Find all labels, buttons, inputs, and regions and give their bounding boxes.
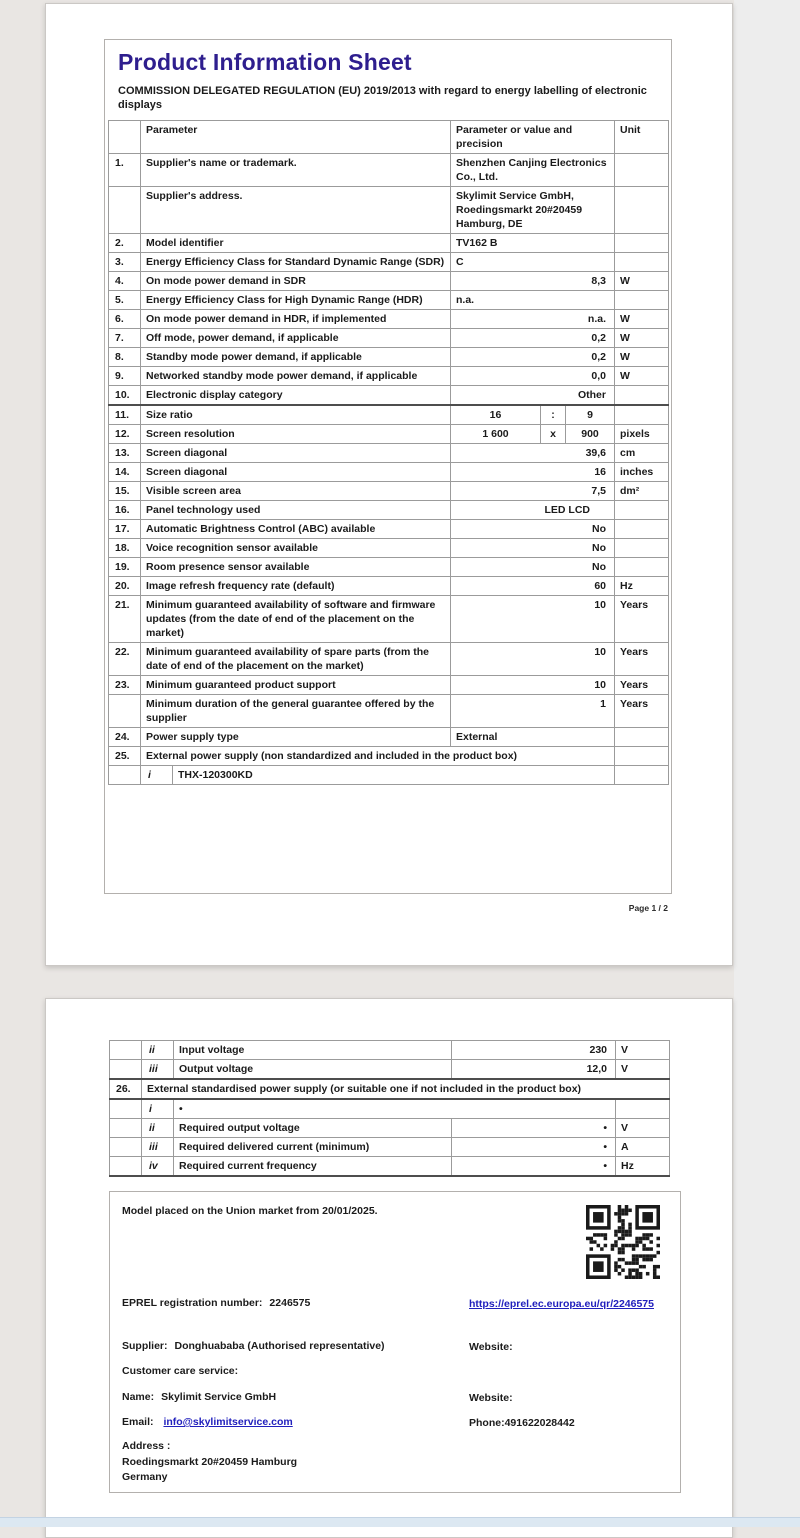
website-label-1: Website: xyxy=(469,1341,513,1353)
cell-roman-index: i xyxy=(142,1099,174,1119)
cell-parameter: Minimum guaranteed availability of software and firmware updates (from the date of end of the placement on the market) xyxy=(141,596,451,643)
horizontal-scrollbar[interactable] xyxy=(0,1517,800,1527)
cell-row-number: 7. xyxy=(109,329,141,348)
cell-value: • xyxy=(452,1119,616,1138)
cell-parameter: Automatic Brightness Control (ABC) available xyxy=(141,520,451,539)
cell-value: 0,2 xyxy=(451,348,615,367)
table-row xyxy=(110,1079,670,1099)
cell-parameter: Voice recognition sensor available xyxy=(141,539,451,558)
cell-value-a: 1 600 xyxy=(451,425,541,444)
cell-value: No xyxy=(451,520,615,539)
cell-parameter: Supplier's address. xyxy=(141,187,451,234)
cell-value: • xyxy=(452,1138,616,1157)
table-row xyxy=(110,1157,670,1177)
cell-unit: Years xyxy=(615,676,669,695)
header-value: Parameter or value and precision xyxy=(451,121,615,154)
cell-parameter: Networked standby mode power demand, if applicable xyxy=(141,367,451,386)
cell-unit xyxy=(615,154,669,187)
cell-parameter: Screen diagonal xyxy=(141,444,451,463)
cell-value: 10 xyxy=(451,643,615,676)
email-label: Email: xyxy=(122,1416,154,1428)
cell-row-number: 16. xyxy=(109,501,141,520)
canvas-right-margin xyxy=(734,0,800,1527)
cell-unit xyxy=(615,501,669,520)
cell-row-number xyxy=(109,695,141,728)
cell-parameter: Output voltage xyxy=(174,1060,452,1080)
cell-parameter: Standby mode power demand, if applicable xyxy=(141,348,451,367)
document-page-2 xyxy=(45,998,733,1538)
cell-parameter: • xyxy=(174,1099,616,1119)
table-row xyxy=(109,676,669,695)
cell-row-number: 26. xyxy=(110,1079,142,1099)
table-row xyxy=(109,520,669,539)
cell-row-number: 4. xyxy=(109,272,141,291)
parameters-table-continued xyxy=(109,1040,670,1177)
eprel-link-wrap xyxy=(469,1296,674,1312)
cell-roman-index: iv xyxy=(142,1157,174,1177)
cell-row-number: 15. xyxy=(109,482,141,501)
name-label: Name: xyxy=(122,1391,155,1403)
cell-unit: Years xyxy=(615,596,669,643)
cell-parameter: Screen diagonal xyxy=(141,463,451,482)
address-line: Roedingsmarkt 20#20459 Hamburg xyxy=(122,1455,298,1468)
cell-parameter: THX-120300KD xyxy=(173,766,615,785)
cell-value: 39,6 xyxy=(451,444,615,463)
cell-value: 10 xyxy=(451,596,615,643)
table-header-row xyxy=(109,121,669,154)
cell-row-number: 12. xyxy=(109,425,141,444)
cell-row-number xyxy=(110,1099,142,1119)
cell-value: 12,0 xyxy=(452,1060,616,1080)
cell-unit xyxy=(615,558,669,577)
cell-value: 0,0 xyxy=(451,367,615,386)
cell-unit: W xyxy=(615,348,669,367)
supplier-value: Donghuababa (Authorised representative) xyxy=(174,1340,385,1352)
cell-unit xyxy=(616,1099,670,1119)
cell-row-number: 6. xyxy=(109,310,141,329)
cell-unit: Hz xyxy=(616,1157,670,1177)
cell-value: LED LCD xyxy=(451,501,615,520)
table-row xyxy=(109,643,669,676)
table-row xyxy=(109,596,669,643)
address-label: Address : xyxy=(122,1440,171,1452)
cell-value-separator: : xyxy=(541,405,566,425)
cell-value: • xyxy=(452,1157,616,1177)
header-parameter: Parameter xyxy=(141,121,451,154)
cell-value: n.a. xyxy=(451,291,615,310)
cell-row-number: 22. xyxy=(109,643,141,676)
cell-unit: Years xyxy=(615,643,669,676)
table-row xyxy=(110,1119,670,1138)
cell-value-separator: x xyxy=(541,425,566,444)
cell-unit: W xyxy=(615,310,669,329)
cell-roman-index: iii xyxy=(142,1138,174,1157)
cell-value: Other xyxy=(451,386,615,406)
cell-row-number: 21. xyxy=(109,596,141,643)
cell-row-number: 23. xyxy=(109,676,141,695)
cell-unit: dm² xyxy=(615,482,669,501)
cell-row-number: 10. xyxy=(109,386,141,406)
cell-value: 8,3 xyxy=(451,272,615,291)
table-row xyxy=(109,482,669,501)
cell-roman-index: ii xyxy=(142,1041,174,1060)
header-unit: Unit xyxy=(615,121,669,154)
cell-row-number: 14. xyxy=(109,463,141,482)
phone-label: Phone: xyxy=(469,1417,505,1429)
cell-roman-index: i xyxy=(141,766,173,785)
cell-unit: inches xyxy=(615,463,669,482)
cell-unit xyxy=(615,253,669,272)
table-row xyxy=(109,187,669,234)
cell-unit: pixels xyxy=(615,425,669,444)
cell-value: 16 xyxy=(451,463,615,482)
cell-row-number: 2. xyxy=(109,234,141,253)
table-row xyxy=(109,310,669,329)
cell-unit: W xyxy=(615,329,669,348)
cell-value: No xyxy=(451,539,615,558)
cell-row-number: 5. xyxy=(109,291,141,310)
cell-unit: W xyxy=(615,367,669,386)
table-row xyxy=(109,367,669,386)
table-row xyxy=(110,1060,670,1080)
cell-row-number xyxy=(110,1157,142,1177)
table-row xyxy=(109,695,669,728)
cell-value: 0,2 xyxy=(451,329,615,348)
cell-row-number: 8. xyxy=(109,348,141,367)
cell-row-number xyxy=(109,766,141,785)
cell-row-number: 1. xyxy=(109,154,141,187)
table-row xyxy=(109,747,669,766)
qr-code xyxy=(586,1205,660,1279)
eprel-label: EPREL registration number: xyxy=(122,1297,263,1309)
cell-parameter: Size ratio xyxy=(141,405,451,425)
cell-unit xyxy=(615,234,669,253)
cell-row-number xyxy=(109,187,141,234)
cell-row-number: 24. xyxy=(109,728,141,747)
cell-parameter: Minimum guaranteed availability of spare parts (from the date of end of the placement on the market) xyxy=(141,643,451,676)
table-row xyxy=(109,728,669,747)
document-page-1 xyxy=(45,3,733,966)
cell-parameter: Model identifier xyxy=(141,234,451,253)
cell-unit xyxy=(615,386,669,406)
table-row xyxy=(109,539,669,558)
cell-value: C xyxy=(451,253,615,272)
address-country: Germany xyxy=(122,1471,168,1483)
cell-value: 10 xyxy=(451,676,615,695)
cell-row-number xyxy=(110,1041,142,1060)
cell-value-b: 9 xyxy=(566,405,615,425)
cell-row-number: 3. xyxy=(109,253,141,272)
cell-unit xyxy=(615,766,669,785)
cell-value: TV162 B xyxy=(451,234,615,253)
table-row xyxy=(109,291,669,310)
cell-value: Shenzhen Canjing Electronics Co., Ltd. xyxy=(451,154,615,187)
cell-unit xyxy=(615,747,669,766)
cell-unit xyxy=(615,520,669,539)
cell-row-number: 25. xyxy=(109,747,141,766)
cell-value: No xyxy=(451,558,615,577)
cell-unit: V xyxy=(616,1060,670,1080)
cell-parameter: Visible screen area xyxy=(141,482,451,501)
eprel-number: 2246575 xyxy=(269,1297,311,1309)
cell-parameter: Minimum guaranteed product support xyxy=(141,676,451,695)
table-row xyxy=(109,501,669,520)
cell-parameter: Room presence sensor available xyxy=(141,558,451,577)
cell-value: 1 xyxy=(451,695,615,728)
table-row xyxy=(109,425,669,444)
cell-unit xyxy=(615,539,669,558)
cell-parameter: Image refresh frequency rate (default) xyxy=(141,577,451,596)
table-row xyxy=(109,348,669,367)
table-row xyxy=(110,1099,670,1119)
customer-care-heading: Customer care service: xyxy=(122,1365,239,1377)
cell-roman-index: iii xyxy=(142,1060,174,1080)
table-row xyxy=(110,1138,670,1157)
cell-unit xyxy=(615,291,669,310)
cell-row-number: 13. xyxy=(109,444,141,463)
cell-parameter: On mode power demand in HDR, if implemented xyxy=(141,310,451,329)
market-placement-date: Model placed on the Union market from 20/01/2025. xyxy=(122,1205,378,1217)
table-row xyxy=(109,386,669,406)
table-row xyxy=(109,234,669,253)
cell-row-number xyxy=(110,1119,142,1138)
cell-row-number: 17. xyxy=(109,520,141,539)
cell-row-number: 9. xyxy=(109,367,141,386)
cell-unit: A xyxy=(616,1138,670,1157)
cell-unit: V xyxy=(616,1119,670,1138)
cell-parameter: Required output voltage xyxy=(174,1119,452,1138)
parameters-table xyxy=(108,120,669,785)
table-row xyxy=(109,558,669,577)
cell-row-number xyxy=(110,1138,142,1157)
cell-row-number: 11. xyxy=(109,405,141,425)
website-label-2: Website: xyxy=(469,1392,513,1404)
cell-roman-index: ii xyxy=(142,1119,174,1138)
cell-row-number: 18. xyxy=(109,539,141,558)
page-title: Product Information Sheet xyxy=(118,49,412,75)
cell-value-a: 16 xyxy=(451,405,541,425)
cell-parameter: Required delivered current (minimum) xyxy=(174,1138,452,1157)
cell-row-number: 19. xyxy=(109,558,141,577)
cell-parameter: Panel technology used xyxy=(141,501,451,520)
cell-parameter: Electronic display category xyxy=(141,386,451,406)
cell-unit: cm xyxy=(615,444,669,463)
cell-parameter: Required current frequency xyxy=(174,1157,452,1177)
supplier-label: Supplier: xyxy=(122,1340,168,1352)
phone-row xyxy=(469,1415,674,1431)
cell-row-number xyxy=(110,1060,142,1080)
cell-parameter: Off mode, power demand, if applicable xyxy=(141,329,451,348)
cell-value: 7,5 xyxy=(451,482,615,501)
cell-parameter: External standardised power supply (or suitable one if not included in the product box) xyxy=(142,1079,670,1099)
cell-unit xyxy=(615,405,669,425)
cell-unit: Hz xyxy=(615,577,669,596)
table-row xyxy=(109,154,669,187)
cell-unit: W xyxy=(615,272,669,291)
header-empty xyxy=(109,121,141,154)
table-row xyxy=(109,463,669,482)
table-row xyxy=(109,444,669,463)
table-row xyxy=(110,1041,670,1060)
cell-value: n.a. xyxy=(451,310,615,329)
cell-parameter: Energy Efficiency Class for Standard Dynamic Range (SDR) xyxy=(141,253,451,272)
table-row xyxy=(109,577,669,596)
cell-value: External xyxy=(451,728,615,747)
cell-value: 60 xyxy=(451,577,615,596)
cell-parameter: Energy Efficiency Class for High Dynamic Range (HDR) xyxy=(141,291,451,310)
table-row xyxy=(109,329,669,348)
cell-parameter: External power supply (non standardized and included in the product box) xyxy=(141,747,615,766)
content-frame xyxy=(104,39,672,894)
table-row xyxy=(109,272,669,291)
cell-parameter: Input voltage xyxy=(174,1041,452,1060)
cell-parameter: Power supply type xyxy=(141,728,451,747)
table-row xyxy=(109,405,669,425)
cell-unit xyxy=(615,728,669,747)
cell-parameter: Minimum duration of the general guarantee offered by the supplier xyxy=(141,695,451,728)
cell-row-number: 20. xyxy=(109,577,141,596)
eprel-url-link[interactable]: https://eprel.ec.europa.eu/qr/2246575 xyxy=(469,1298,654,1310)
phone-value: 491622028442 xyxy=(504,1417,575,1429)
name-value: Skylimit Service GmbH xyxy=(161,1391,277,1403)
table-row xyxy=(109,253,669,272)
cell-unit xyxy=(615,187,669,234)
cell-value: 230 xyxy=(452,1041,616,1060)
cell-parameter: Supplier's name or trademark. xyxy=(141,154,451,187)
cell-unit: Years xyxy=(615,695,669,728)
cell-parameter: Screen resolution xyxy=(141,425,451,444)
supplier-info-box xyxy=(109,1191,681,1493)
regulation-subtitle: COMMISSION DELEGATED REGULATION (EU) 2019/2013 with regard to energy labelling of electronic displays xyxy=(118,85,647,112)
email-link[interactable]: info@skylimitservice.com xyxy=(163,1416,293,1428)
page-number: Page 1 / 2 xyxy=(628,903,668,913)
table-row xyxy=(109,766,669,785)
cell-value-b: 900 xyxy=(566,425,615,444)
cell-unit: V xyxy=(616,1041,670,1060)
address-block xyxy=(122,1439,668,1486)
cell-parameter: On mode power demand in SDR xyxy=(141,272,451,291)
cell-value: Skylimit Service GmbH, Roedingsmarkt 20#20459 Hamburg, DE xyxy=(451,187,615,234)
